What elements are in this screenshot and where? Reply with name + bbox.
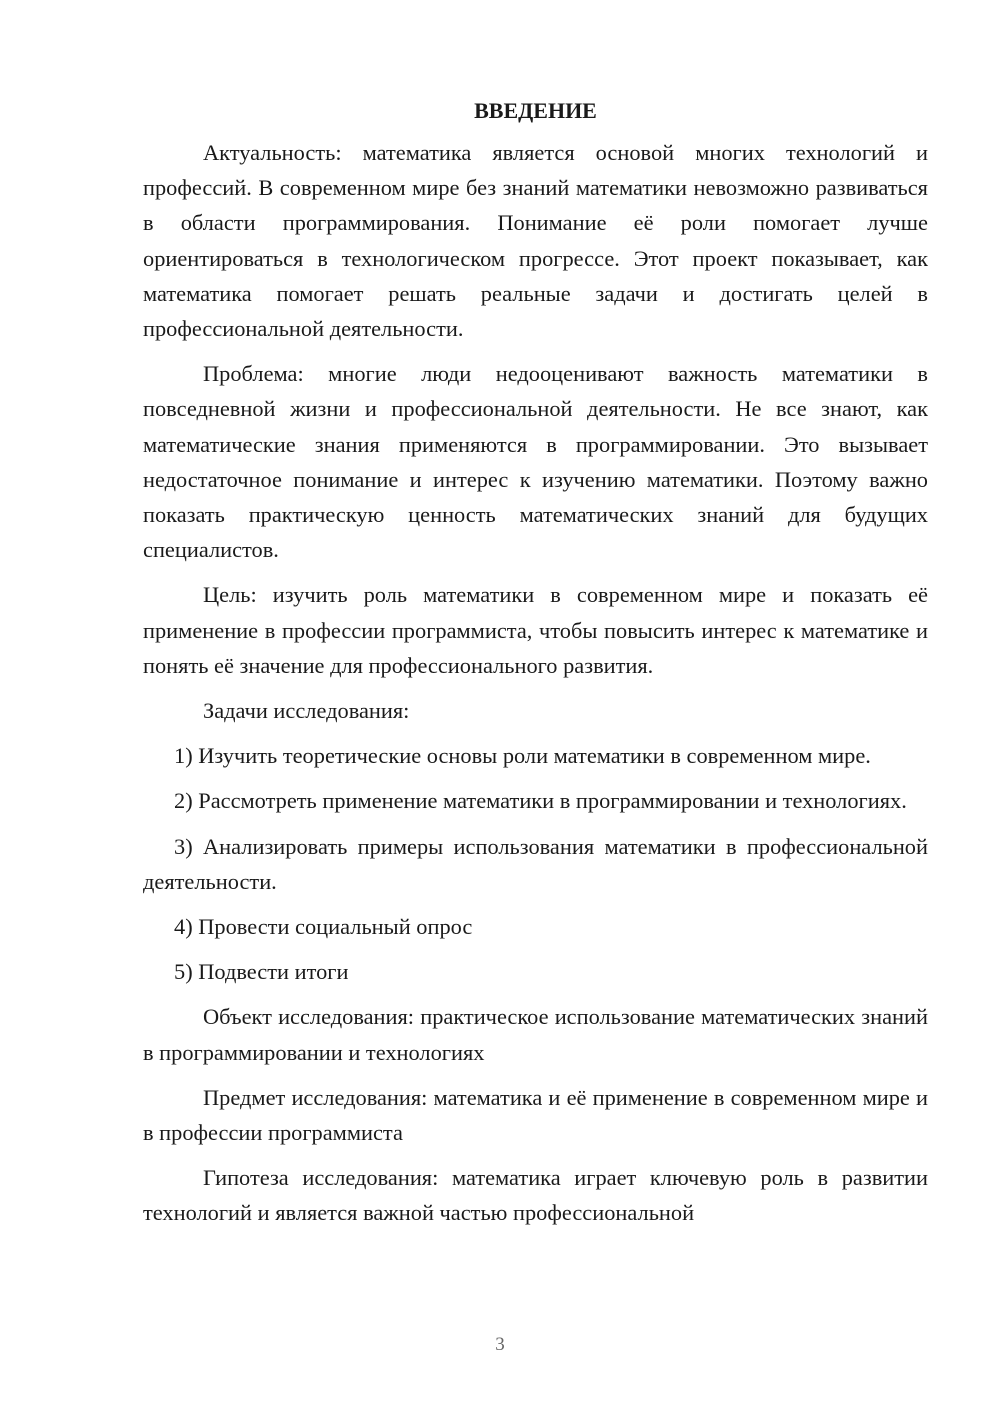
task-item: 3) Анализировать примеры использования математики в профессиональной деятельности. <box>143 833 928 894</box>
task-item: 5) Подвести итоги <box>174 959 349 985</box>
tasks-label: Задачи исследования: <box>203 698 410 724</box>
task-item: 4) Провести социальный опрос <box>174 914 473 940</box>
page-number: 3 <box>495 1334 505 1355</box>
subject-paragraph: Предмет исследования: математика и её применение в современном мире и в профессии программиста <box>143 1084 928 1146</box>
goal-paragraph: Цель: изучить роль математики в современном мире и показать её применение в профессии программиста, чтобы повысить интерес к математике и понять её значение для профессионального развития. <box>143 582 928 678</box>
hypothesis-paragraph: Гипотеза исследования: математика играет ключевую роль в развитии технологий и является важной частью профессиональной <box>143 1165 928 1226</box>
problem-paragraph: Проблема: многие люди недооценивают важность математики в повседневной жизни и профессиональной деятельности. Не все знают, как математические знания применяются в программировании. Это вызывает недостаточное понимание и интерес к изучению математики. Поэтому важно показать практическую ценность математических знаний для будущих специалистов. <box>143 361 928 563</box>
task-item: 1) Изучить теоретические основы роли математики в современном мире. <box>174 743 871 769</box>
task-item: 2) Рассмотреть применение математики в программировании и технологиях. <box>174 788 907 814</box>
section-heading: ВВЕДЕНИЕ <box>474 98 597 123</box>
document-page <box>143 92 928 1241</box>
relevance-paragraph: Актуальность: математика является основой многих технологий и профессий. В современном мире без знаний математики невозможно развиваться в области программирования. Понимание её роли помогает лучше ориентироваться в технологическом прогрессе. Этот проект показывает, как математика помогает решать реальные задачи и достигать целей в профессиональной деятельности. <box>143 140 928 342</box>
object-paragraph: Объект исследования: практическое использование математических знаний в программировании и технологиях <box>143 1004 928 1065</box>
